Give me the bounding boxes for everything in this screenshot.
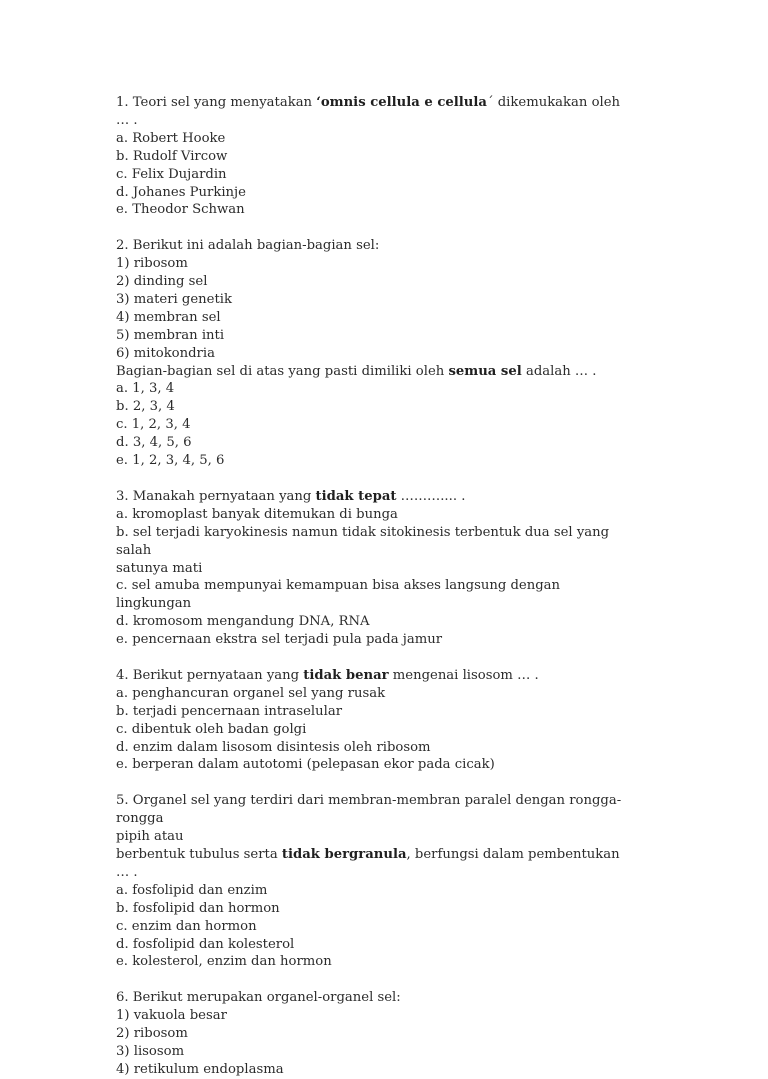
spacer: [116, 649, 636, 667]
answer-option-a: a. kromoplast banyak ditemukan di bunga: [116, 506, 398, 522]
answer-option-d: d. Johanes Purkinje: [116, 184, 246, 200]
question-stem: 3. Manakah pernyataan yang tidak tepat ……….... .: [116, 488, 466, 504]
question-2: [116, 237, 636, 470]
answer-option-e: e. berperan dalam autotomi (pelepasan ekor pada cicak): [116, 757, 495, 773]
answer-option-b-continued: satunya mati: [116, 560, 203, 576]
answer-option-c: c. dibentuk oleh badan golgi: [116, 721, 307, 737]
question-prompt: berbentuk tubulus serta tidak bergranula, berfungsi dalam pembentukan … .: [116, 847, 624, 880]
question-6: [116, 989, 636, 1079]
statement-item: 2) ribosom: [116, 1026, 188, 1042]
statement-item: 3) lisosom: [116, 1043, 185, 1059]
answer-option-d: d. fosfolipid dan kolesterol: [116, 936, 295, 952]
quiz-content: [116, 94, 636, 1079]
statement-item: 4) membran sel: [116, 309, 221, 325]
question-prompt: Bagian-bagian sel di atas yang pasti dimiliki oleh semua sel adalah … .: [116, 363, 597, 379]
answer-option-c: c. Felix Dujardin: [116, 166, 227, 182]
statement-item: 2) dinding sel: [116, 274, 208, 290]
answer-option-a: a. penghancuran organel sel yang rusak: [116, 685, 386, 701]
answer-option-b: b. terjadi pencernaan intraselular: [116, 703, 343, 719]
answer-option-e: e. pencernaan ekstra sel terjadi pula pada jamur: [116, 632, 442, 648]
question-stem-continued: pipih atau: [116, 829, 184, 845]
answer-option-a: a. fosfolipid dan enzim: [116, 882, 268, 898]
answer-option-c: c. sel amuba mempunyai kemampuan bisa akses langsung dengan lingkungan: [116, 578, 565, 612]
question-3: [116, 488, 636, 649]
question-stem: 2. Berikut ini adalah bagian-bagian sel:: [116, 238, 380, 254]
answer-option-b: b. fosfolipid dan hormon: [116, 900, 280, 916]
answer-option-d: d. kromosom mengandung DNA, RNA: [116, 614, 370, 630]
spacer: [116, 971, 636, 989]
answer-option-a: a. Robert Hooke: [116, 130, 226, 146]
question-5: [116, 792, 636, 971]
statement-item: 5) membran inti: [116, 327, 225, 343]
answer-option-b: b. 2, 3, 4: [116, 399, 175, 415]
statement-item: 1) ribosom: [116, 256, 188, 272]
question-stem: 6. Berikut merupakan organel-organel sel:: [116, 990, 401, 1006]
answer-option-e: e. kolesterol, enzim dan hormon: [116, 954, 332, 970]
answer-option-d: d. enzim dalam lisosom disintesis oleh ribosom: [116, 739, 431, 755]
answer-option-e: e. 1, 2, 3, 4, 5, 6: [116, 453, 225, 469]
spacer: [116, 774, 636, 792]
question-1: [116, 94, 636, 219]
answer-option-c: c. enzim dan hormon: [116, 918, 257, 934]
statement-item: 6) mitokondria: [116, 345, 215, 361]
answer-option-b: b. sel terjadi karyokinesis namun tidak sitokinesis terbentuk dua sel yang salah: [116, 524, 614, 558]
statement-item: 1) vakuola besar: [116, 1008, 227, 1024]
statement-item: 3) materi genetik: [116, 291, 232, 307]
statement-item: 4) retikulum endoplasma: [116, 1061, 284, 1077]
question-4: [116, 667, 636, 774]
question-stem: 4. Berikut pernyataan yang tidak benar mengenai lisosom … .: [116, 667, 539, 683]
answer-option-d: d. 3, 4, 5, 6: [116, 435, 192, 451]
answer-option-b: b. Rudolf Vircow: [116, 148, 228, 164]
answer-option-e: e. Theodor Schwan: [116, 202, 245, 218]
answer-option-a: a. 1, 3, 4: [116, 381, 175, 397]
answer-option-c: c. 1, 2, 3, 4: [116, 417, 191, 433]
question-stem: 5. Organel sel yang terdiri dari membran-membran paralel dengan rongga-rongga: [116, 793, 622, 827]
spacer: [116, 219, 636, 237]
spacer: [116, 470, 636, 488]
question-stem: 1. Teori sel yang menyatakan ‘omnis cellula e cellula´ dikemukakan oleh … .: [116, 95, 625, 128]
